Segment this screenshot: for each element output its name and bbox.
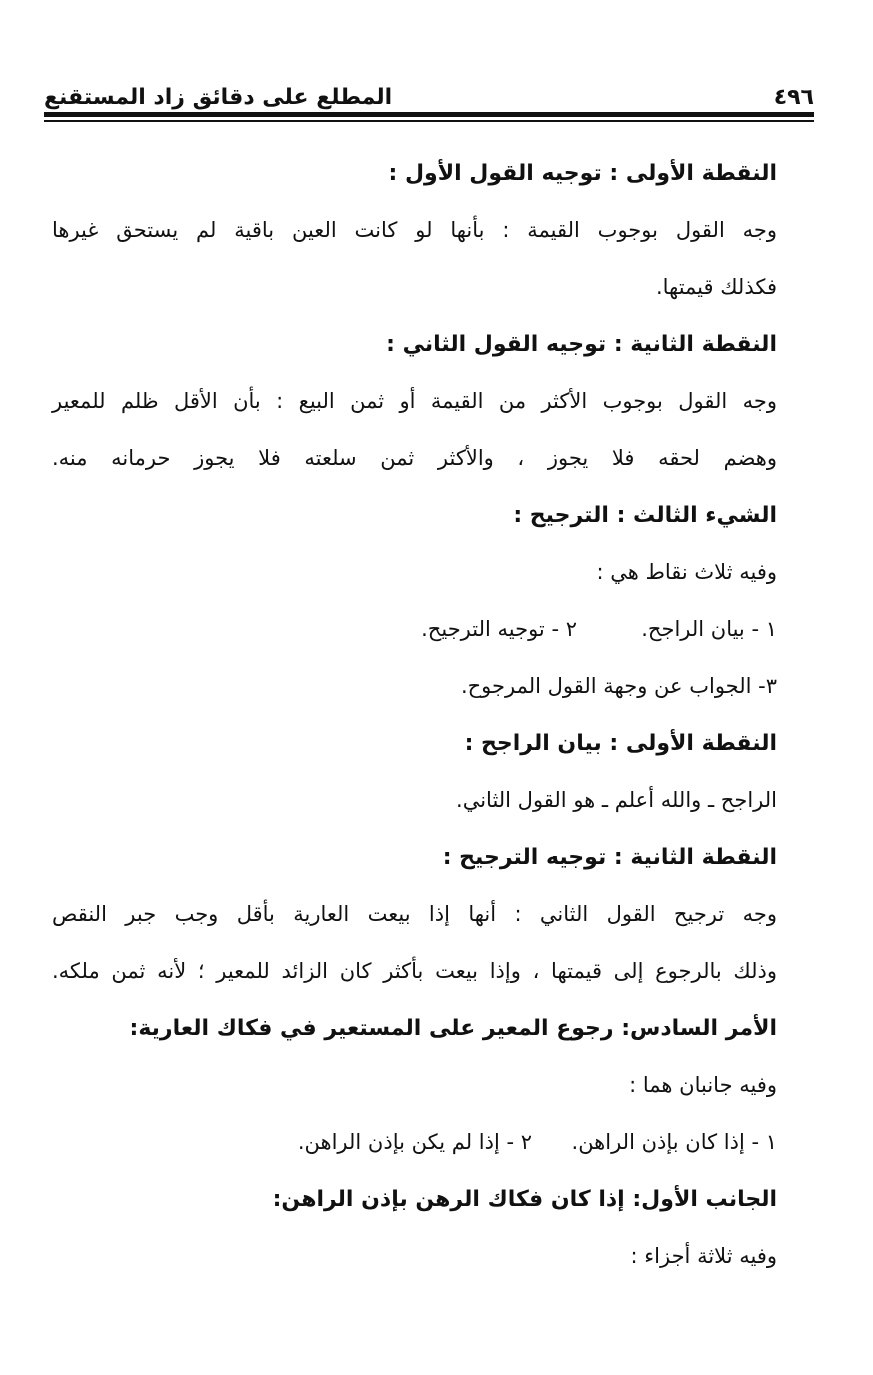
paragraph-line: وفيه ثلاث نقاط هي : bbox=[596, 560, 777, 584]
paragraph-line: فكذلك قيمتها. bbox=[655, 275, 777, 299]
page-body bbox=[52, 145, 777, 1285]
section-heading: النقطة الثانية : توجيه القول الثاني : bbox=[386, 332, 777, 357]
page-header bbox=[44, 70, 814, 110]
section-heading: الشيء الثالث : الترجيح : bbox=[513, 503, 777, 528]
paragraph-line: وجه القول بوجوب الأكثر من القيمة أو ثمن البيع : بأن الأقل ظلم للمعير bbox=[52, 389, 777, 413]
section-heading: النقطة الأولى : بيان الراجح : bbox=[464, 731, 777, 756]
list-item: ١ - بيان الراجح. bbox=[641, 617, 777, 641]
section-heading: النقطة الأولى : توجيه القول الأول : bbox=[388, 161, 777, 186]
paragraph-line: وفيه جانبان هما : bbox=[629, 1073, 777, 1097]
header-rule bbox=[44, 112, 814, 117]
paragraph-line: الراجح ـ والله أعلم ـ هو القول الثاني. bbox=[456, 788, 777, 812]
paragraph-line: وهضم لحقه فلا يجوز ، والأكثر ثمن سلعته فلا يجوز حرمانه منه. bbox=[52, 446, 777, 470]
paragraph-line: وفيه ثلاثة أجزاء : bbox=[630, 1244, 777, 1268]
header-rule-thin bbox=[44, 120, 814, 122]
page-number: ٤٩٦ bbox=[773, 85, 814, 110]
section-heading: الأمر السادس: رجوع المعير على المستعير في فكاك العارية: bbox=[129, 1016, 777, 1041]
numbered-list-row bbox=[52, 1114, 777, 1171]
section-heading: النقطة الثانية : توجيه الترجيح : bbox=[442, 845, 777, 870]
list-item: ٢ - توجيه الترجيح. bbox=[421, 617, 577, 641]
paragraph-line: وجه القول بوجوب القيمة : بأنها لو كانت العين باقية لم يستحق غيرها bbox=[52, 218, 777, 242]
numbered-list-row bbox=[52, 601, 777, 658]
list-item: ٢ - إذا لم يكن بإذن الراهن. bbox=[297, 1130, 532, 1154]
section-heading: الجانب الأول: إذا كان فكاك الرهن بإذن الراهن: bbox=[272, 1187, 777, 1212]
paragraph-line: وجه ترجيح القول الثاني : أنها إذا بيعت العارية بأقل وجب جبر النقص bbox=[52, 902, 777, 926]
book-title: المطلع على دقائق زاد المستقنع bbox=[44, 85, 393, 110]
paragraph-line: وذلك بالرجوع إلى قيمتها ، وإذا بيعت بأكثر كان الزائد للمعير ؛ لأنه ثمن ملكه. bbox=[52, 959, 777, 983]
list-item: ١ - إذا كان بإذن الراهن. bbox=[571, 1130, 777, 1154]
list-item: ٣- الجواب عن وجهة القول المرجوح. bbox=[460, 674, 777, 698]
